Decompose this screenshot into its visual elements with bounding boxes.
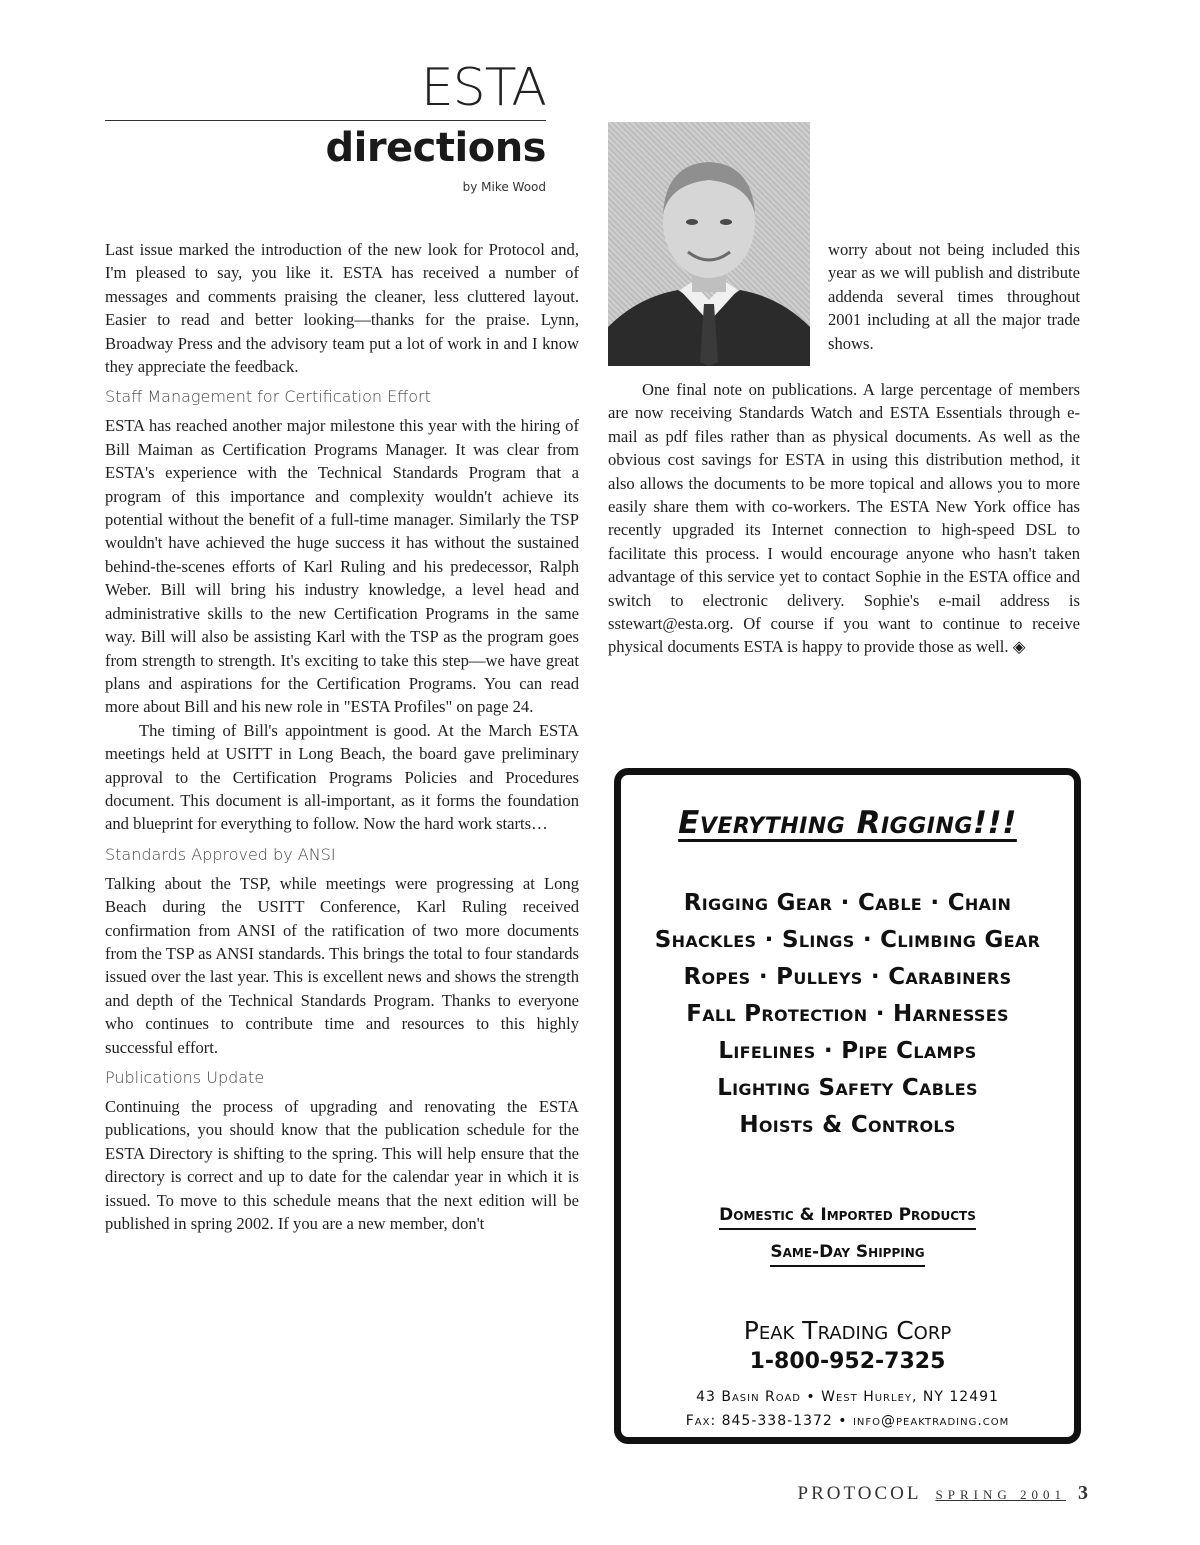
- section-heading-publications-update: Publications Update: [105, 1068, 265, 1087]
- ad-fax-email: Fax: 845-338-1372 • info@peaktrading.com: [685, 1413, 1010, 1429]
- article-paragraph-continued: worry about not being included this year as we will publish and distribute addenda several times throughout 2001 including at all the major trade shows.: [828, 240, 1080, 353]
- ad-product-line: Lifelines · Pipe Clamps: [718, 1038, 977, 1064]
- article-paragraph: The timing of Bill's appointment is good. At the March ESTA meetings held at USITT in Long Beach, the board gave preliminary approval to the Certification Programs Policies and Procedures document. This document is all-important, as it forms the foundation and blueprint for everything to follow. Now the hard work starts…: [105, 720, 579, 834]
- ad-product-line: Hoists & Controls: [739, 1112, 956, 1138]
- article-right-column: [608, 378, 1080, 659]
- ad-feature-same-day-shipping: Same-Day Shipping: [770, 1242, 924, 1267]
- ad-feature-domestic-imported: Domestic & Imported Products: [719, 1205, 976, 1230]
- ad-product-line: Ropes · Pulleys · Carabiners: [683, 964, 1012, 990]
- ad-product-line: Lighting Safety Cables: [717, 1075, 978, 1101]
- author-portrait-icon: [608, 122, 810, 366]
- byline: by Mike Wood: [462, 180, 546, 194]
- ad-contact-block: [621, 1315, 1074, 1433]
- section-heading-standards-approved: Standards Approved by ANSI: [105, 844, 336, 864]
- ad-product-line: Shackles · Slings · Climbing Gear: [654, 927, 1041, 953]
- advertisement-peak-trading: [614, 768, 1081, 1444]
- section-heading-staff-management: Staff Management for Certification Effort: [105, 387, 431, 407]
- article-paragraph: Last issue marked the introduction of the new look for Protocol and, I'm pleased to say, you like it. ESTA has received a number of messages and comments praising the cleaner, less cluttered layout. Easier to read and better looking—thanks for the praise. Lynn, Broadway Press and the advisory team put a lot of work in and I know they appreciate the feedback.: [105, 240, 579, 377]
- page-footer: [676, 1482, 1088, 1505]
- article-left-column: [105, 238, 579, 1235]
- ad-features: [621, 1205, 1074, 1279]
- article-right-column-top: [828, 238, 1080, 355]
- title-rule: [105, 120, 546, 121]
- ad-product-list: [621, 885, 1074, 1144]
- article-paragraph: Continuing the process of upgrading and renovating the ESTA publications, you should know that the publication schedule for the ESTA Directory is shifting to the spring. This will help ensure that the directory is correct and up to date for the calendar year in which it is issued. To move to this schedule means that the next edition will be published in spring 2002. If you are a new member, don't: [105, 1097, 579, 1234]
- article-paragraph: ESTA has reached another major milestone this year with the hiring of Bill Maiman as Certification Programs Manager. It was clear from ESTA's experience with the Technical Standards Program that a program of this importance and complexity wouldn't achieve its potential without the benefit of a full-time manager. Similarly the TSP wouldn't have achieved the huge success it has without the sustained behind-the-scenes efforts of Karl Ruling and his predecessor, Ralph Weber. Bill will bring his industry knowledge, a level head and administrative skills to the new Certification Programs in the same way. Bill will also be assisting Karl with the TSP as the program goes from strength to strength. It's exciting to take this step—we have great plans and aspirations for the Certification Programs. You can read more about Bill and his new role in "ESTA Profiles" on page 24.: [105, 416, 579, 717]
- ad-product-line: Fall Protection · Harnesses: [686, 1001, 1009, 1027]
- author-photo: [608, 122, 810, 366]
- ad-company-name: Peak Trading Corp: [743, 1316, 952, 1345]
- column-title-esta: ESTA: [420, 58, 546, 118]
- footer-page-number: 3: [1078, 1482, 1088, 1504]
- article-paragraph: Talking about the TSP, while meetings were progressing at Long Beach during the USITT Conference, Karl Ruling received confirmation from ANSI of the ratification of two more documents from the TSP as ANSI standards. This brings the total to four standards issued over the last year. This is excellent news and shows the strength and depth of the Technical Standards Program. Thanks to everyone who continues to contribute time and resources to this highly successful effort.: [105, 873, 579, 1057]
- ad-headline: Everything Rigging!!!: [678, 805, 1017, 841]
- ad-product-line: Rigging Gear · Cable · Chain: [683, 890, 1012, 916]
- column-title-directions: directions: [325, 125, 546, 171]
- footer-publication: PROTOCOL: [797, 1483, 922, 1504]
- ad-address: 43 Basin Road • West Hurley, NY 12491: [696, 1389, 999, 1405]
- footer-issue: SPRING 2001: [935, 1487, 1066, 1502]
- article-paragraph: One final note on publications. A large percentage of members are now receiving Standards Watch and ESTA Essentials through e-mail as pdf files rather than as physical documents. As well as the obvious cost savings for ESTA in using this distribution method, it also allows the documents to be more topical and allows you to more easily share them with co-workers. The ESTA New York office has recently upgraded its Internet connection to high-speed DSL to facilitate this process. I would encourage anyone who hasn't taken advantage of this service yet to contact Sophie in the ESTA office and switch to electronic delivery. Sophie's e-mail address is sstewart@esta.org. Of course if you want to continue to receive physical documents ESTA is happy to provide those as well. ◈: [608, 380, 1080, 657]
- ad-phone: 1-800-952-7325: [749, 1349, 946, 1374]
